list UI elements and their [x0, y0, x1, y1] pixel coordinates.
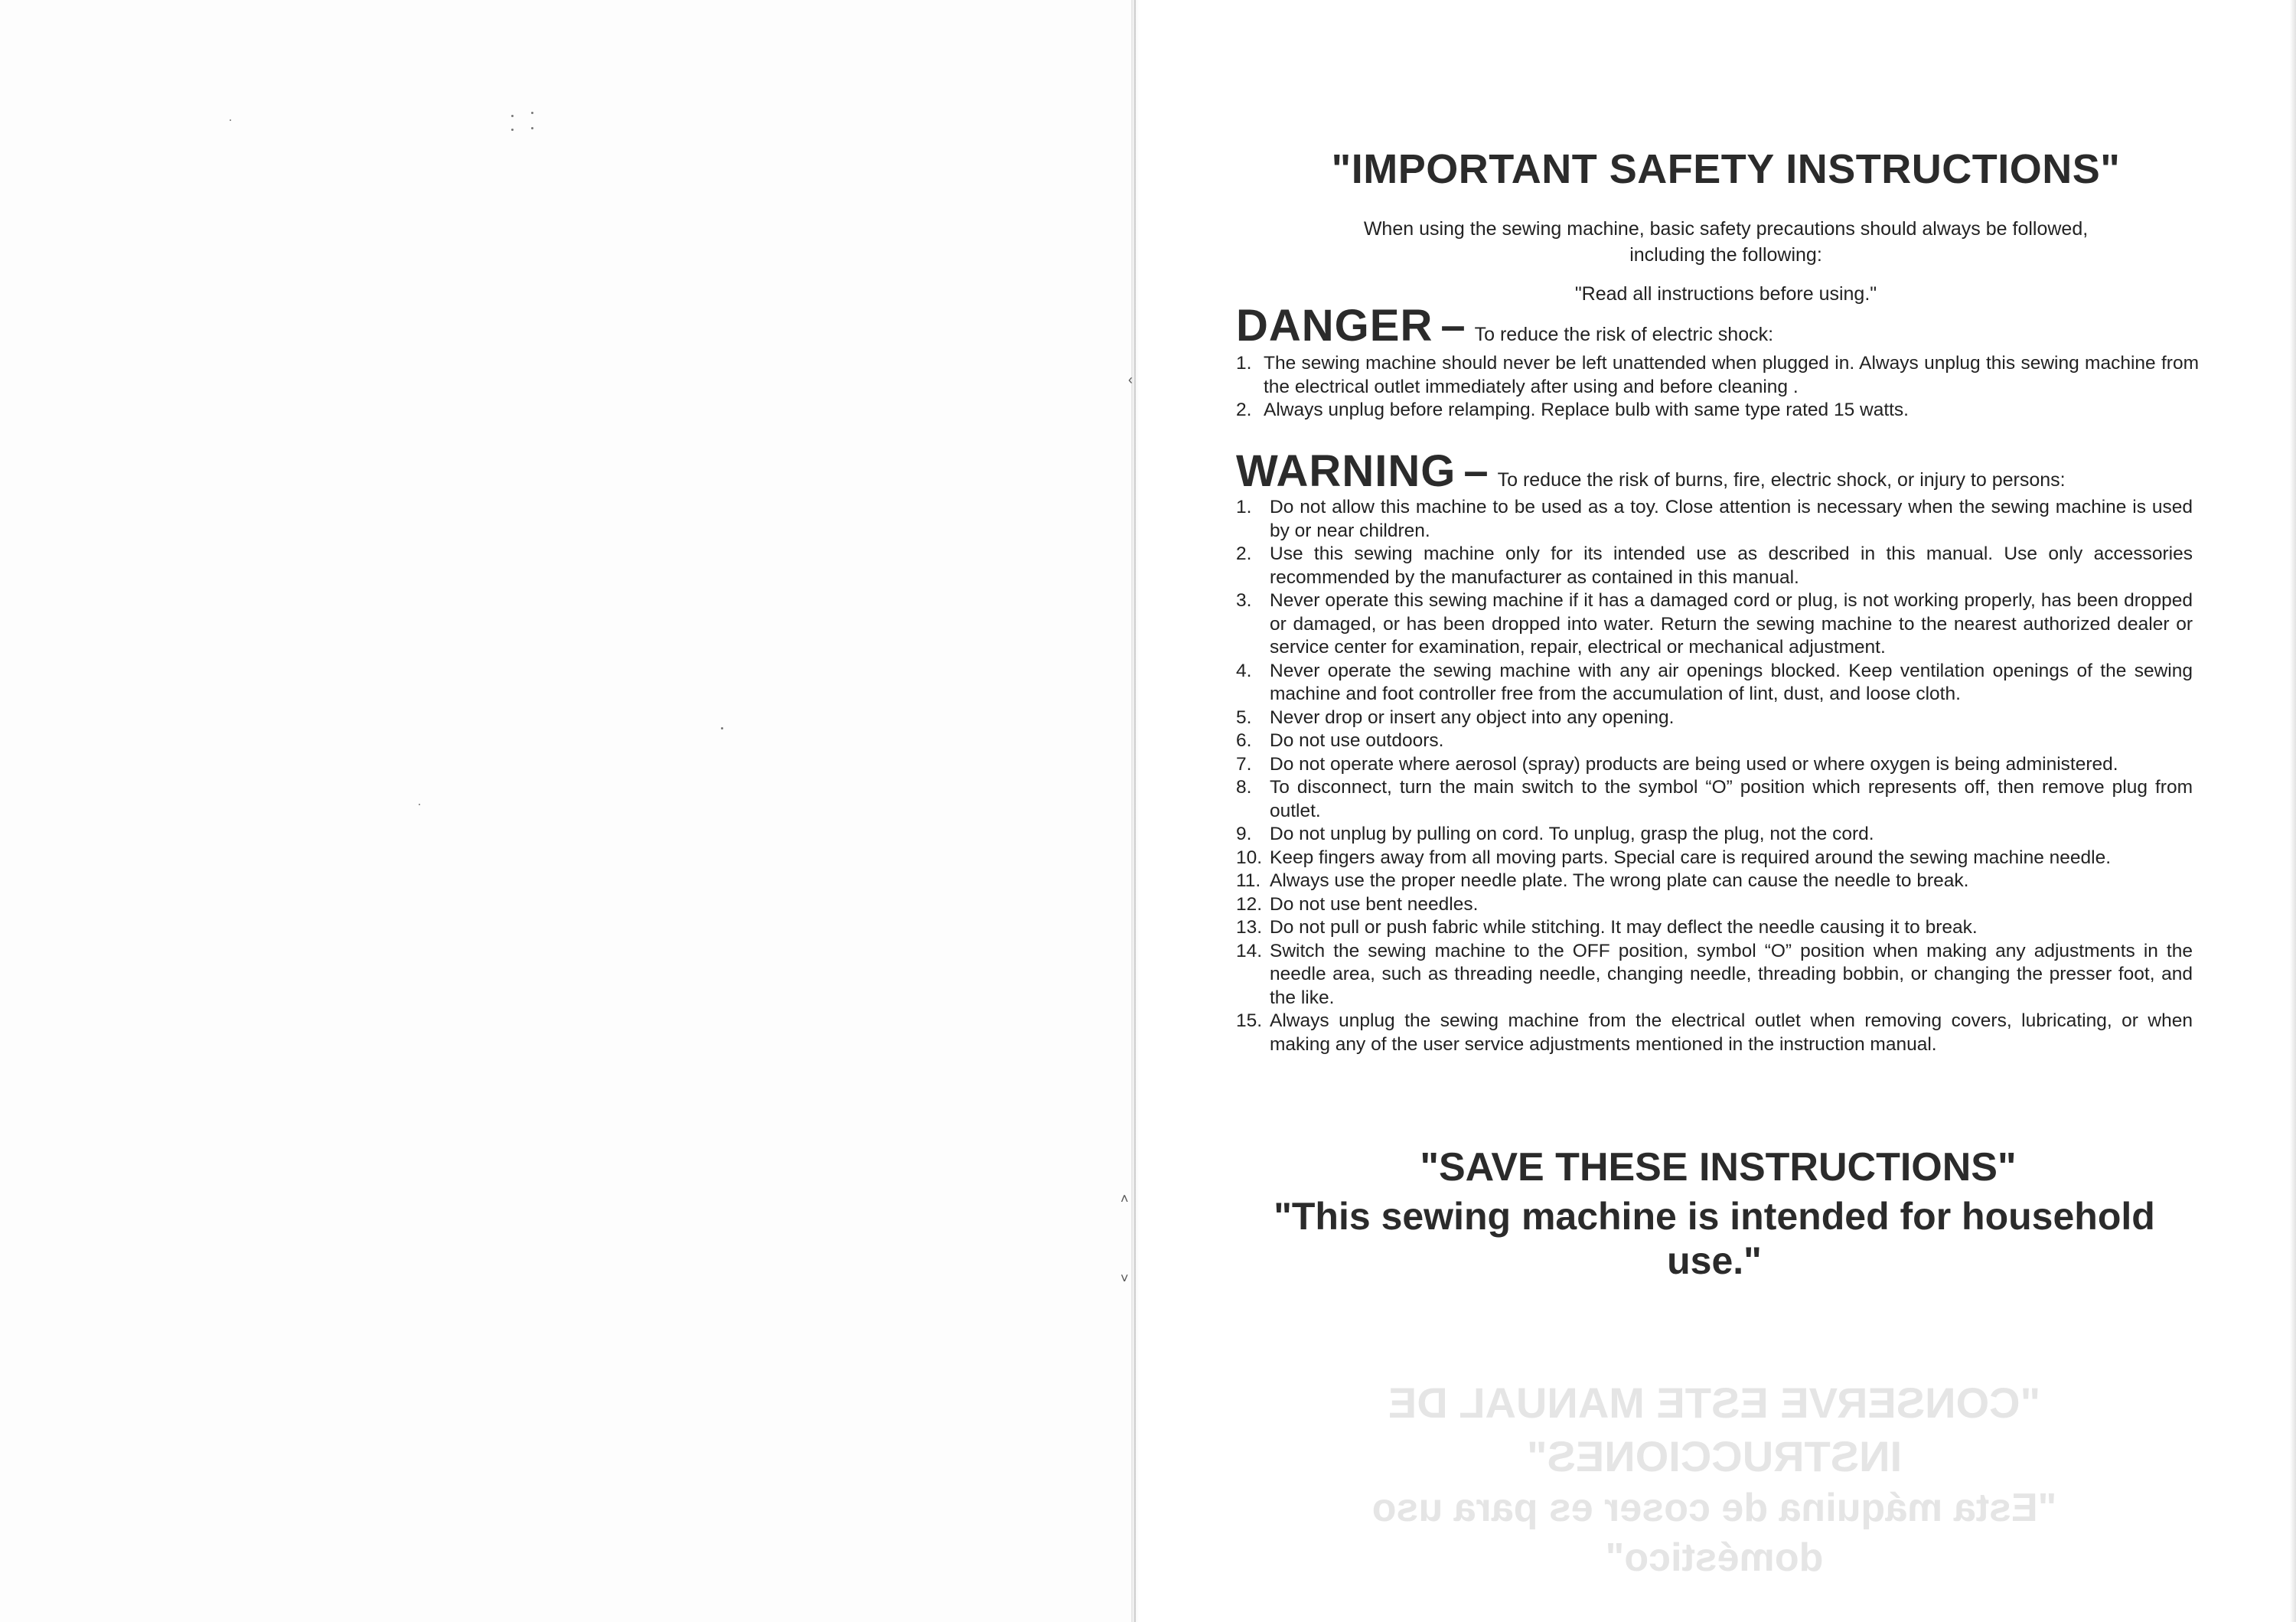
list-item	[1236, 916, 2193, 940]
list-item	[1236, 543, 2193, 589]
paper-speck	[531, 112, 533, 114]
item-text: To disconnect, turn the main switch to the symbol “O” position which represents off, then remove plug from outlet.	[1270, 777, 2193, 821]
item-number: 3.	[1236, 590, 1252, 611]
item-text: Use this sewing machine only for its intended use as described in this manual. Use only accessories recommended by the manufacturer as contained in this manual.	[1270, 543, 2193, 588]
intro-quote: "Read all instructions before using."	[1574, 283, 1877, 305]
item-text: Always unplug before relamping. Replace bulb with same type rated 15 watts.	[1264, 400, 1909, 420]
list-item	[1236, 707, 2193, 730]
item-text: Never operate this sewing machine if it has a damaged cord or plug, is not working properly, has been dropped or damaged, or has been dropped into water. Return the sewing machine to the nearest authorized dealer or service center for examination, repair, electrical or mechanical adjustment.	[1270, 590, 2193, 658]
gutter-mark: ˄	[1120, 1191, 1129, 1206]
item-text: Always unplug the sewing machine from the electrical outlet when removing covers, lubricating, or when making any of the user service adjustments mentioned in the instruction manual.	[1270, 1010, 2193, 1055]
paper-speck	[511, 115, 514, 117]
item-text: Never operate the sewing machine with any air openings blocked. Keep ventilation openings of the sewing machine and foot controller free from the accumulation of lint, dust, and loose cloth.	[1270, 660, 2193, 704]
item-number: 2.	[1236, 400, 1252, 420]
warning-list	[1236, 496, 2193, 1056]
item-text: Never drop or insert any object into any opening.	[1270, 707, 1675, 728]
save-instructions-heading: "SAVE THESE INSTRUCTIONS"	[1420, 1145, 2017, 1190]
warning-dash: –	[1463, 446, 1489, 496]
list-item	[1236, 496, 2193, 543]
page-edge-shadow	[2290, 0, 2296, 1622]
list-item	[1236, 660, 2193, 707]
item-number: 6.	[1236, 730, 1252, 751]
item-text: Do not use outdoors.	[1270, 730, 1444, 751]
list-item	[1236, 893, 2193, 917]
item-number: 14.	[1236, 940, 1263, 961]
gutter-mark: ‹	[1128, 372, 1133, 387]
paper-speck	[230, 119, 231, 121]
danger-label: DANGER	[1236, 301, 1433, 351]
list-item	[1236, 870, 2193, 893]
danger-heading	[1236, 300, 1773, 351]
item-text: Do not unplug by pulling on cord. To unplug, grasp the plug, not the cord.	[1270, 824, 1874, 844]
list-item	[1236, 399, 2199, 423]
item-number: 7.	[1236, 753, 1252, 775]
danger-list	[1236, 352, 2199, 423]
page-title: "IMPORTANT SAFETY INSTRUCTIONS"	[1331, 146, 2121, 192]
item-number: 5.	[1236, 707, 1252, 728]
item-number: 13.	[1236, 917, 1263, 938]
household-use-notice: "This sewing machine is intended for household use."	[1274, 1195, 2155, 1282]
item-number: 4.	[1236, 660, 1252, 681]
list-item	[1236, 847, 2193, 870]
list-item	[1236, 776, 2193, 823]
warning-subtitle: To reduce the risk of burns, fire, electric shock, or injury to persons:	[1497, 469, 2066, 491]
item-number: 1.	[1236, 353, 1252, 374]
item-number: 9.	[1236, 824, 1252, 844]
item-number: 12.	[1236, 893, 1263, 915]
bleed-through-line: doméstico"	[1605, 1536, 1824, 1580]
bleed-through-line: "Esta máquina de coser es para uso	[1371, 1486, 2057, 1530]
item-text: Do not use bent needles.	[1270, 893, 1479, 915]
gutter-fold-line	[1134, 0, 1136, 1622]
danger-subtitle: To reduce the risk of electric shock:	[1474, 324, 1774, 345]
item-number: 15.	[1236, 1010, 1263, 1031]
bleed-through-line: INSTRUCCIONES"	[1526, 1432, 1903, 1480]
item-text: Keep fingers away from all moving parts. Special care is required around the sewing machine needle.	[1270, 847, 2112, 868]
list-item	[1236, 940, 2193, 1010]
item-number: 10.	[1236, 847, 1263, 868]
item-number: 11.	[1236, 870, 1261, 891]
warning-label: WARNING	[1236, 446, 1456, 496]
paper-speck	[419, 804, 420, 805]
list-item	[1236, 823, 2193, 847]
warning-heading	[1236, 445, 2066, 497]
intro-line: When using the sewing machine, basic safety precautions should always be followed,	[1363, 218, 2089, 240]
item-number: 2.	[1236, 543, 1252, 564]
paper-speck	[531, 127, 533, 129]
intro-line: including the following:	[1629, 244, 1822, 266]
item-text: Switch the sewing machine to the OFF position, symbol “O” position when making any adjustments in the needle area, such as threading needle, changing needle, threading bobbin, or changing the presser foot, and the like.	[1270, 940, 2193, 1008]
item-text: Do not operate where aerosol (spray) products are being used or where oxygen is being administered.	[1270, 753, 2118, 775]
paper-speck	[511, 129, 514, 131]
item-number: 8.	[1236, 777, 1252, 798]
left-blank-page	[0, 0, 1131, 1622]
intro-text	[1316, 216, 2135, 268]
item-text: Always use the proper needle plate. The wrong plate can cause the needle to break.	[1270, 870, 1969, 891]
paper-speck	[721, 727, 723, 729]
item-text: Do not allow this machine to be used as a toy. Close attention is necessary when the sewing machine is used by or near children.	[1270, 497, 2193, 541]
item-text: Do not pull or push fabric while stitching. It may deflect the needle causing it to break.	[1270, 917, 1978, 938]
gutter-mark: ˅	[1120, 1271, 1129, 1286]
list-item	[1236, 352, 2199, 399]
bleed-through-line: "CONSERVE ESTE MANUAL DE	[1388, 1379, 2041, 1427]
danger-dash: –	[1440, 301, 1466, 351]
list-item	[1236, 1010, 2193, 1056]
list-item	[1236, 589, 2193, 660]
item-text: The sewing machine should never be left unattended when plugged in. Always unplug this sewing machine from the electrical outlet immediately after using and before cleaning .	[1264, 353, 2199, 397]
item-number: 1.	[1236, 497, 1252, 517]
list-item	[1236, 753, 2193, 777]
list-item	[1236, 729, 2193, 753]
